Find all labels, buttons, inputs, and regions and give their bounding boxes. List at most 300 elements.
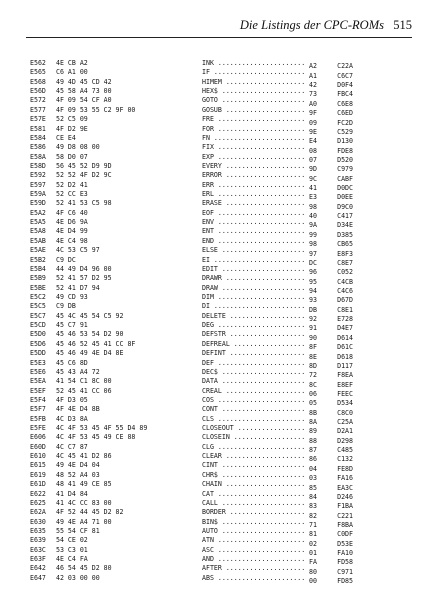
handler-address: CABF bbox=[337, 174, 353, 183]
keyword-name: DRAW ..................... bbox=[202, 283, 306, 292]
handler-address: D520 bbox=[337, 155, 353, 164]
token-code: 9D bbox=[309, 165, 317, 174]
keyword-row bbox=[202, 302, 408, 314]
hex-address: E59D bbox=[30, 199, 46, 208]
keyword-row bbox=[202, 405, 408, 417]
hex-dump-row bbox=[30, 246, 190, 255]
hex-dump-row bbox=[30, 227, 190, 236]
keyword-row bbox=[202, 442, 408, 455]
keyword-name: ATN ...................... bbox=[202, 536, 306, 545]
hex-address: E60D bbox=[30, 442, 46, 451]
hex-dump-row bbox=[30, 555, 190, 564]
running-title: Die Listings der CPC-ROMs bbox=[239, 18, 384, 32]
token-code: 73 bbox=[309, 90, 317, 99]
hex-dump-row bbox=[30, 443, 190, 452]
hex-address: E568 bbox=[30, 77, 46, 86]
keyword-row bbox=[202, 377, 408, 389]
handler-address: C052 bbox=[337, 268, 353, 277]
keyword-name: DEG ...................... bbox=[202, 321, 306, 330]
keyword-row bbox=[202, 59, 408, 71]
handler-address: F8EA bbox=[337, 371, 353, 380]
hex-dump-row bbox=[30, 115, 190, 124]
hex-dump-row bbox=[30, 480, 190, 489]
hex-dump-row bbox=[30, 490, 190, 499]
keyword-row bbox=[202, 433, 408, 445]
handler-address: E8EF bbox=[337, 380, 353, 389]
keyword-name: ERR ...................... bbox=[202, 180, 306, 189]
hex-bytes: 4E C4 FA bbox=[56, 555, 88, 564]
keyword-row bbox=[202, 284, 408, 293]
keyword-name: CAT ...................... bbox=[202, 489, 306, 498]
keyword-row bbox=[202, 264, 408, 277]
hex-dump-row bbox=[30, 508, 190, 517]
hex-dump-row bbox=[30, 564, 190, 573]
keyword-row bbox=[202, 143, 408, 155]
hex-address: E5AB bbox=[30, 236, 46, 245]
hex-address: E625 bbox=[30, 498, 46, 507]
keyword-name: DEC$ ..................... bbox=[202, 367, 306, 376]
keyword-row bbox=[202, 387, 408, 396]
keyword-row bbox=[202, 395, 408, 408]
hex-dump-row bbox=[30, 499, 190, 508]
hex-dump-row bbox=[30, 536, 190, 545]
token-code: 06 bbox=[309, 389, 317, 398]
handler-address: D534 bbox=[337, 399, 353, 408]
hex-address: E5A2 bbox=[30, 208, 46, 217]
token-code: 02 bbox=[309, 539, 317, 548]
token-code: 98 bbox=[309, 202, 317, 211]
hex-address: E622 bbox=[30, 489, 46, 498]
keyword-name: DI ....................... bbox=[202, 302, 306, 311]
hex-dump-row bbox=[30, 237, 190, 246]
hex-bytes: 44 49 D4 96 00 bbox=[56, 264, 112, 273]
hex-bytes: 52 C5 09 bbox=[56, 115, 88, 124]
handler-address: D614 bbox=[337, 333, 353, 342]
handler-address: FE8D bbox=[337, 464, 353, 473]
handler-address: D130 bbox=[337, 137, 353, 146]
hex-address: E5E6 bbox=[30, 367, 46, 376]
handler-address: C25A bbox=[337, 418, 353, 427]
token-code: 9C bbox=[309, 174, 317, 183]
keyword-name: INK ...................... bbox=[202, 59, 306, 67]
hex-bytes: C6 A1 00 bbox=[56, 68, 88, 77]
keyword-row bbox=[202, 218, 408, 230]
token-code: 8E bbox=[309, 352, 317, 361]
handler-address: C8C0 bbox=[337, 408, 353, 417]
handler-address: FD85 bbox=[337, 577, 353, 586]
hex-address: E577 bbox=[30, 105, 46, 114]
hex-bytes: 4F C6 40 bbox=[56, 208, 88, 217]
keyword-name: FRE ...................... bbox=[202, 115, 306, 124]
keyword-row bbox=[202, 227, 408, 239]
hex-dump-row bbox=[30, 78, 190, 87]
handler-address: C132 bbox=[337, 455, 353, 464]
hex-dump-row bbox=[30, 59, 190, 68]
hex-dump-row bbox=[30, 405, 190, 414]
keyword-name: GOTO ..................... bbox=[202, 96, 306, 105]
hex-bytes: 4C 45 41 D2 86 bbox=[56, 452, 112, 461]
hex-bytes: 52 41 D7 94 bbox=[56, 283, 100, 292]
token-code: 07 bbox=[309, 155, 317, 164]
hex-bytes: 4F 4E D4 8B bbox=[56, 405, 100, 414]
keyword-row bbox=[202, 180, 408, 193]
keyword-name: ENT ...................... bbox=[202, 227, 306, 236]
token-code: 88 bbox=[309, 436, 317, 445]
handler-address: E8F3 bbox=[337, 249, 353, 258]
hex-address: E61D bbox=[30, 480, 46, 489]
token-code: 92 bbox=[309, 315, 317, 324]
hex-address: E572 bbox=[30, 96, 46, 105]
hex-address: E63C bbox=[30, 545, 46, 554]
hex-dump-row bbox=[30, 68, 190, 77]
handler-address: D0EE bbox=[337, 193, 353, 202]
keyword-row bbox=[202, 339, 408, 352]
token-code: 8F bbox=[309, 343, 317, 352]
token-code: 96 bbox=[309, 268, 317, 277]
handler-address: C529 bbox=[337, 127, 353, 136]
keyword-name: CLOSEIN .................. bbox=[202, 433, 306, 442]
token-code: 8A bbox=[309, 418, 317, 427]
hex-dump-row bbox=[30, 574, 190, 583]
keyword-row bbox=[202, 236, 408, 249]
keyword-name: AFTER .................... bbox=[202, 564, 306, 573]
hex-address: E5CD bbox=[30, 321, 46, 330]
hex-bytes: 52 41 57 D2 95 bbox=[56, 274, 112, 283]
hex-address: E584 bbox=[30, 133, 46, 142]
hex-address: E647 bbox=[30, 573, 46, 582]
keyword-name: CHR$ ..................... bbox=[202, 470, 306, 479]
keyword-row bbox=[202, 87, 408, 99]
handler-address: D61C bbox=[337, 343, 353, 352]
keyword-row bbox=[202, 133, 408, 146]
hex-bytes: 45 C7 91 bbox=[56, 321, 88, 330]
token-code: 71 bbox=[309, 520, 317, 529]
hex-dump-row bbox=[30, 452, 190, 461]
hex-bytes: 41 D4 84 bbox=[56, 489, 88, 498]
keyword-row bbox=[202, 246, 408, 258]
keyword-row bbox=[202, 536, 408, 548]
hex-dump-row bbox=[30, 87, 190, 96]
hex-bytes: 4C 53 C5 97 bbox=[56, 246, 100, 255]
hex-address: E592 bbox=[30, 171, 46, 180]
handler-address: D34E bbox=[337, 221, 353, 230]
keyword-name: DRAWR .................... bbox=[202, 274, 306, 283]
keyword-row bbox=[202, 555, 408, 567]
hex-address: E63F bbox=[30, 555, 46, 564]
keyword-row bbox=[202, 359, 408, 368]
hex-address: E62A bbox=[30, 508, 46, 517]
keyword-name: DEF ...................... bbox=[202, 358, 306, 367]
hex-dump-row bbox=[30, 181, 190, 190]
hex-dump-row bbox=[30, 96, 190, 105]
token-code: 80 bbox=[309, 567, 317, 576]
token-code: A0 bbox=[309, 99, 317, 108]
hex-bytes: 4F D3 05 bbox=[56, 395, 88, 404]
hex-dump-row bbox=[30, 284, 190, 293]
hex-bytes: 46 54 45 D2 80 bbox=[56, 564, 112, 573]
keyword-name: CLEAR .................... bbox=[202, 452, 306, 461]
keyword-name: ELSE ..................... bbox=[202, 246, 306, 255]
hex-dump-row bbox=[30, 527, 190, 536]
token-code: 99 bbox=[309, 230, 317, 239]
keyword-row bbox=[202, 208, 408, 221]
keyword-name: HEX$ ..................... bbox=[202, 87, 306, 96]
keyword-name: DATA ..................... bbox=[202, 377, 306, 386]
hex-bytes: 4F 09 54 CF A0 bbox=[56, 96, 112, 105]
hex-bytes: C9 DC bbox=[56, 255, 76, 264]
hex-bytes: C9 DB bbox=[56, 302, 76, 311]
handler-address: D385 bbox=[337, 230, 353, 239]
keyword-row bbox=[202, 518, 408, 527]
token-code: 00 bbox=[309, 577, 317, 586]
hex-dump-row bbox=[30, 359, 190, 368]
token-code: 91 bbox=[309, 324, 317, 333]
hex-dump-row bbox=[30, 302, 190, 311]
hex-bytes: 49 4E A4 71 00 bbox=[56, 517, 112, 526]
handler-address: FA16 bbox=[337, 474, 353, 483]
page-number: 515 bbox=[393, 18, 412, 32]
hex-dump-row bbox=[30, 349, 190, 358]
hex-dump-row bbox=[30, 209, 190, 218]
token-code: 08 bbox=[309, 146, 317, 155]
keyword-row bbox=[202, 321, 408, 333]
keyword-name: CLG ...................... bbox=[202, 442, 306, 451]
hex-bytes: 4F 52 44 45 D2 82 bbox=[56, 508, 124, 517]
hex-bytes: 4E D4 99 bbox=[56, 227, 88, 236]
hex-bytes: 4E D6 9A bbox=[56, 218, 88, 227]
hex-bytes: 48 52 A4 03 bbox=[56, 470, 100, 479]
token-code: 93 bbox=[309, 296, 317, 305]
handler-address: FD58 bbox=[337, 558, 353, 567]
keyword-name: EXP ...................... bbox=[202, 152, 306, 161]
handler-address: C4CB bbox=[337, 277, 353, 286]
hex-dump-row bbox=[30, 162, 190, 171]
hex-address: E58A bbox=[30, 152, 46, 161]
token-code: 9E bbox=[309, 127, 317, 136]
hex-dump-row bbox=[30, 518, 190, 527]
keyword-name: ERL ...................... bbox=[202, 190, 306, 199]
hex-bytes: 4E C4 98 bbox=[56, 236, 88, 245]
token-code: 98 bbox=[309, 240, 317, 249]
handler-address: C6E8 bbox=[337, 99, 353, 108]
hex-address: E5EF bbox=[30, 386, 46, 395]
hex-bytes: CE E4 bbox=[56, 133, 76, 142]
handler-address: C417 bbox=[337, 212, 353, 221]
hex-dump-row bbox=[30, 134, 190, 143]
hex-bytes: 52 41 53 C5 98 bbox=[56, 199, 112, 208]
keyword-name: CHAIN .................... bbox=[202, 480, 306, 489]
hex-address: E58D bbox=[30, 161, 46, 170]
hex-bytes: 4C D3 8A bbox=[56, 414, 88, 423]
hex-address: E5BE bbox=[30, 283, 46, 292]
handler-address: F8BA bbox=[337, 520, 353, 529]
hex-dump-row bbox=[30, 199, 190, 208]
token-code: 04 bbox=[309, 464, 317, 473]
hex-address: E5E3 bbox=[30, 358, 46, 367]
hex-bytes: 4C C7 87 bbox=[56, 442, 88, 451]
hex-dump-row bbox=[30, 330, 190, 339]
hex-dump-row bbox=[30, 340, 190, 349]
handler-address: D53E bbox=[337, 539, 353, 548]
handler-address: FC2D bbox=[337, 118, 353, 127]
handler-address: C221 bbox=[337, 511, 353, 520]
hex-bytes: 49 4D 45 CD 42 bbox=[56, 77, 112, 86]
keyword-row bbox=[202, 68, 408, 80]
hex-bytes: 48 41 49 CE 85 bbox=[56, 480, 112, 489]
keyword-name: END ...................... bbox=[202, 236, 306, 245]
keyword-row bbox=[202, 526, 408, 539]
header-rule bbox=[26, 37, 412, 38]
handler-address: C979 bbox=[337, 165, 353, 174]
hex-bytes: 4E CB A2 bbox=[56, 59, 88, 67]
keyword-name: CLOSEOUT ................. bbox=[202, 424, 306, 433]
hex-address: E5B9 bbox=[30, 274, 46, 283]
hex-dump-row bbox=[30, 143, 190, 152]
keyword-name: CLS ...................... bbox=[202, 414, 306, 423]
token-code: 03 bbox=[309, 474, 317, 483]
hex-bytes: 56 45 52 D9 9D bbox=[56, 161, 112, 170]
handler-address: D298 bbox=[337, 436, 353, 445]
hex-bytes: 45 4C 45 54 C5 92 bbox=[56, 311, 124, 320]
keyword-name: CINT ..................... bbox=[202, 461, 306, 470]
hex-bytes: 54 CE 02 bbox=[56, 536, 88, 545]
hex-address: E5DD bbox=[30, 349, 46, 358]
hex-address: E5A5 bbox=[30, 218, 46, 227]
hex-bytes: 52 52 4F D2 9C bbox=[56, 171, 112, 180]
hex-address: E5A8 bbox=[30, 227, 46, 236]
hex-dump-row bbox=[30, 433, 190, 442]
keyword-row bbox=[202, 199, 408, 211]
hex-dump-row bbox=[30, 256, 190, 265]
token-code: 8D bbox=[309, 361, 317, 370]
handler-address: C485 bbox=[337, 446, 353, 455]
hex-address: E630 bbox=[30, 517, 46, 526]
hex-bytes: 52 CC E3 bbox=[56, 190, 88, 199]
handler-address: E728 bbox=[337, 315, 353, 324]
token-code: 89 bbox=[309, 427, 317, 436]
keyword-name: EOF ...................... bbox=[202, 208, 306, 217]
token-code: 9A bbox=[309, 221, 317, 230]
keyword-row bbox=[202, 96, 408, 108]
hex-bytes: 45 46 49 4E D4 8E bbox=[56, 349, 124, 358]
hex-address: E57E bbox=[30, 115, 46, 124]
handler-address: FA10 bbox=[337, 549, 353, 558]
token-code: 09 bbox=[309, 118, 317, 127]
token-code: DB bbox=[309, 305, 317, 314]
hex-address: E581 bbox=[30, 124, 46, 133]
hex-dump-row bbox=[30, 546, 190, 555]
keyword-row bbox=[202, 171, 408, 183]
keyword-name: BORDER ................... bbox=[202, 508, 306, 517]
token-code: 97 bbox=[309, 249, 317, 258]
keyword-row bbox=[202, 490, 408, 499]
hex-dump-row bbox=[30, 274, 190, 283]
hex-bytes: 45 C6 8D bbox=[56, 358, 88, 367]
keyword-row bbox=[202, 256, 408, 265]
keyword-row bbox=[202, 367, 408, 380]
hex-dump-column bbox=[30, 59, 190, 583]
hex-address: E56D bbox=[30, 87, 46, 96]
handler-address: D4E7 bbox=[337, 324, 353, 333]
token-code: 41 bbox=[309, 184, 317, 193]
hex-bytes: 45 43 A4 72 bbox=[56, 367, 100, 376]
token-code: 95 bbox=[309, 277, 317, 286]
hex-address: E5C5 bbox=[30, 302, 46, 311]
hex-bytes: 4C 4F 53 45 4F 55 D4 89 bbox=[56, 424, 148, 433]
token-code: A1 bbox=[309, 71, 317, 80]
keyword-row bbox=[202, 508, 408, 520]
token-code: 82 bbox=[309, 511, 317, 520]
hex-address: E565 bbox=[30, 68, 46, 77]
keyword-row bbox=[202, 470, 408, 483]
handler-address: C6ED bbox=[337, 109, 353, 118]
keyword-name: ERROR .................... bbox=[202, 171, 306, 180]
keyword-row bbox=[202, 452, 408, 464]
handler-address: D618 bbox=[337, 352, 353, 361]
hex-address: E619 bbox=[30, 470, 46, 479]
hex-dump-row bbox=[30, 377, 190, 386]
hex-bytes: 49 D8 08 00 bbox=[56, 143, 100, 152]
hex-address: E610 bbox=[30, 452, 46, 461]
token-code: E3 bbox=[309, 193, 317, 202]
token-code: 9F bbox=[309, 109, 317, 118]
hex-dump-row bbox=[30, 396, 190, 405]
hex-dump-row bbox=[30, 368, 190, 377]
keyword-name: DEFREAL .................. bbox=[202, 339, 306, 348]
keyword-name: EVERY .................... bbox=[202, 161, 306, 170]
keyword-row bbox=[202, 564, 408, 576]
token-code: 8C bbox=[309, 380, 317, 389]
keyword-name: HIMEM .................... bbox=[202, 77, 306, 86]
hex-dump-row bbox=[30, 171, 190, 180]
keyword-row bbox=[202, 153, 408, 162]
handler-address: C8E7 bbox=[337, 258, 353, 267]
hex-bytes: 45 46 52 45 41 CC 8F bbox=[56, 339, 136, 348]
token-code: DC bbox=[309, 258, 317, 267]
hex-bytes: 55 54 CF 81 bbox=[56, 526, 100, 535]
hex-dump-row bbox=[30, 312, 190, 321]
hex-bytes: 41 4C CC 83 00 bbox=[56, 498, 112, 507]
handler-address: C971 bbox=[337, 567, 353, 576]
token-code: 40 bbox=[309, 212, 317, 221]
hex-address: E5D6 bbox=[30, 339, 46, 348]
hex-dump-row bbox=[30, 125, 190, 134]
keyword-row bbox=[202, 330, 408, 342]
hex-address: E606 bbox=[30, 433, 46, 442]
keyword-row bbox=[202, 125, 408, 134]
keyword-name: CALL ..................... bbox=[202, 498, 306, 507]
hex-address: E5F7 bbox=[30, 405, 46, 414]
hex-address: E5C7 bbox=[30, 311, 46, 320]
hex-bytes: 58 D0 07 bbox=[56, 152, 88, 161]
token-code: 72 bbox=[309, 371, 317, 380]
token-code: 01 bbox=[309, 549, 317, 558]
token-code: 86 bbox=[309, 455, 317, 464]
keyword-row bbox=[202, 461, 408, 473]
keyword-row bbox=[202, 545, 408, 558]
keyword-name: DEFINT ................... bbox=[202, 349, 306, 358]
keyword-name: ENV ...................... bbox=[202, 218, 306, 227]
keyword-row bbox=[202, 105, 408, 118]
keyword-table-column bbox=[202, 59, 408, 586]
keyword-name: FOR ...................... bbox=[202, 124, 306, 133]
keyword-row bbox=[202, 292, 408, 305]
hex-address: E635 bbox=[30, 526, 46, 535]
keyword-name: EDIT ..................... bbox=[202, 264, 306, 273]
hex-address: E5B2 bbox=[30, 255, 46, 264]
hex-address: E597 bbox=[30, 180, 46, 189]
keyword-name: AND ...................... bbox=[202, 555, 306, 564]
